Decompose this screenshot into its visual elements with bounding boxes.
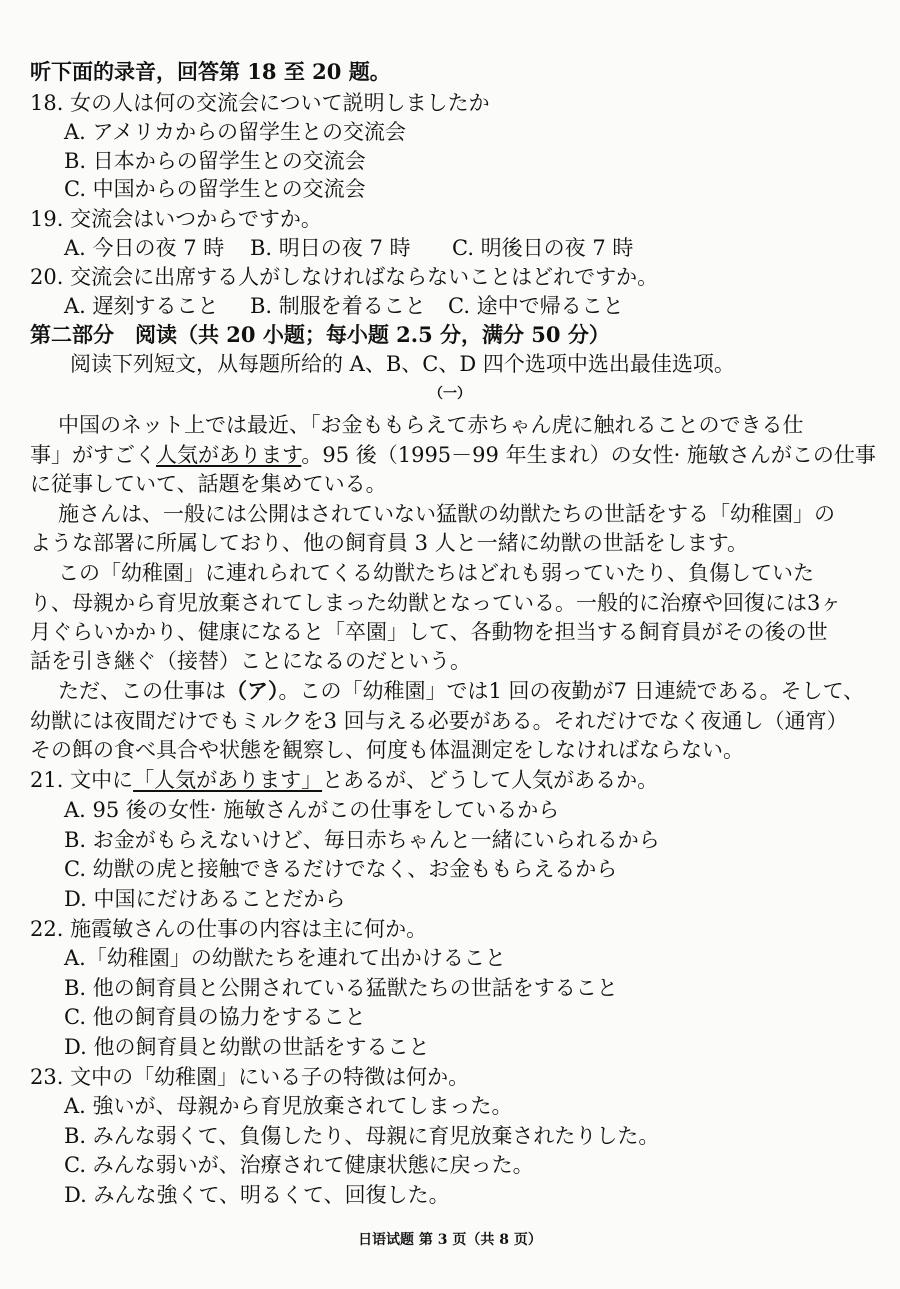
question-20-option-a: A. 遅刻すること xyxy=(64,294,219,318)
passage-text: 事」がすごく xyxy=(30,443,156,467)
passage-paragraph-4-line-2: 幼獣には夜間だけでもミルクを3 回与える必要がある。それだけでなく夜通し（通宵） xyxy=(30,709,848,733)
passage-paragraph-4-line-1 xyxy=(58,677,864,705)
question-19-option-c: C. 明後日の夜 7 時 xyxy=(452,236,634,260)
question-18-option-c: C. 中国からの留学生との交流会 xyxy=(64,177,366,201)
blank-marker: （ア） xyxy=(226,678,279,703)
question-text: 21. 文中に xyxy=(30,768,134,792)
question-22-stem: 22. 施霞敏さんの仕事の内容は主に何か。 xyxy=(30,917,428,941)
question-19-stem: 19. 交流会はいつからですか。 xyxy=(30,207,322,231)
question-21-option-d: D. 中国にだけあることだから xyxy=(64,887,346,911)
question-22-option-b: B. 他の飼育員と公開されている猛獣たちの世話をすること xyxy=(64,976,618,1000)
passage-text: 。この「幼稚園」では1 回の夜勤が7 日連続である。そして、 xyxy=(278,679,865,703)
question-20-option-b: B. 制服を着ること xyxy=(250,294,426,318)
passage-paragraph-3-line-1: この「幼稚園」に連れられてくる幼獣たちはどれも弱っていたり、負傷していた xyxy=(58,561,814,585)
passage-paragraph-3-line-2: り、母親から育児放棄されてしまった幼獣となっている。一般的に治療や回復には3ヶ xyxy=(30,591,842,615)
question-23-stem: 23. 文中の「幼稚園」にいる子の特徴は何か。 xyxy=(30,1065,470,1089)
question-22-option-c: C. 他の飼育員の協力をすること xyxy=(64,1005,366,1029)
passage-paragraph-4-line-3: その餌の食べ具合や状態を観察し、何度も体温測定をしなければならない。 xyxy=(30,738,744,762)
passage-number: （一） xyxy=(429,386,471,402)
listening-instruction: 听下面的录音，回答第 18 至 20 题。 xyxy=(30,59,391,84)
question-23-option-d: D. みんな強くて、明るくて、回復した。 xyxy=(64,1183,450,1207)
question-18-option-b: B. 日本からの留学生との交流会 xyxy=(64,149,366,173)
passage-paragraph-2-line-1: 施さんは、一般には公開はされていない猛獣の幼獣たちの世話をする「幼稚園」の xyxy=(58,502,835,526)
question-23-option-a: A. 強いが、母親から育児放棄されてしまった。 xyxy=(64,1094,513,1118)
question-21-option-c: C. 幼獣の虎と接触できるだけでなく、お金ももらえるから xyxy=(64,857,618,881)
question-21-stem xyxy=(30,766,658,794)
reading-section-title: 第二部分 阅读（共 20 小题；每小题 2.5 分，满分 50 分） xyxy=(30,322,610,347)
passage-paragraph-2-line-2: ような部署に所属しており、他の飼育員 3 人と一緒に幼獣の世話をします。 xyxy=(30,531,749,555)
underlined-phrase: 「人気があります」 xyxy=(133,768,323,792)
passage-paragraph-1-line-1: 中国のネット上では最近、「お金ももらえて赤ちゃん虎に触れることのできる仕 xyxy=(58,413,804,437)
question-22-option-d: D. 他の飼育員と幼獣の世話をすること xyxy=(64,1035,430,1059)
question-21-option-a: A. 95 後の女性· 施敏さんがこの仕事をしているから xyxy=(64,798,560,822)
question-20-stem: 20. 交流会に出席する人がしなければならないことはどれですか。 xyxy=(30,265,659,289)
question-19-option-b: B. 明日の夜 7 時 xyxy=(250,236,411,260)
question-21-option-b: B. お金がもらえないけど、毎日赤ちゃんと一緒にいられるから xyxy=(64,828,660,852)
underlined-phrase: 人気があります xyxy=(156,443,302,467)
passage-paragraph-1-line-3: に従事していて、話題を集めている。 xyxy=(30,472,387,496)
passage-paragraph-3-line-3: 月ぐらいかかり、健康になると「卒園」して、各動物を担当する飼育員がその後の世 xyxy=(30,620,828,644)
page-footer: 日语试题 第 3 页（共 8 页） xyxy=(358,1232,542,1248)
question-text: とあるが、どうして人気があるか。 xyxy=(322,768,659,792)
question-22-option-a: A.「幼稚園」の幼獣たちを連れて出かけること xyxy=(64,946,506,970)
question-23-option-b: B. みんな弱くて、負傷したり、母親に育児放棄されたりした。 xyxy=(64,1124,660,1148)
passage-paragraph-1-line-2 xyxy=(30,441,876,469)
question-19-option-a: A. 今日の夜 7 時 xyxy=(64,236,225,260)
question-20-option-c: C. 途中で帰ること xyxy=(448,294,624,318)
passage-text: ただ、この仕事は xyxy=(58,679,226,703)
question-23-option-c: C. みんな弱いが、治療されて健康状態に戻った。 xyxy=(64,1153,534,1177)
question-18-stem: 18. 女の人は何の交流会について説明しましたか xyxy=(30,91,490,115)
passage-paragraph-3-line-4: 話を引き継ぐ（接替）ことになるのだという。 xyxy=(30,649,471,673)
question-18-option-a: A. アメリカからの留学生との交流会 xyxy=(64,120,407,144)
passage-text: 。95 後（1995－99 年生まれ）の女性· 施敏さんがこの仕事 xyxy=(301,443,876,467)
reading-instruction: 阅读下列短文，从每题所给的 A、B、C、D 四个选项中选出最佳选项。 xyxy=(70,352,735,376)
